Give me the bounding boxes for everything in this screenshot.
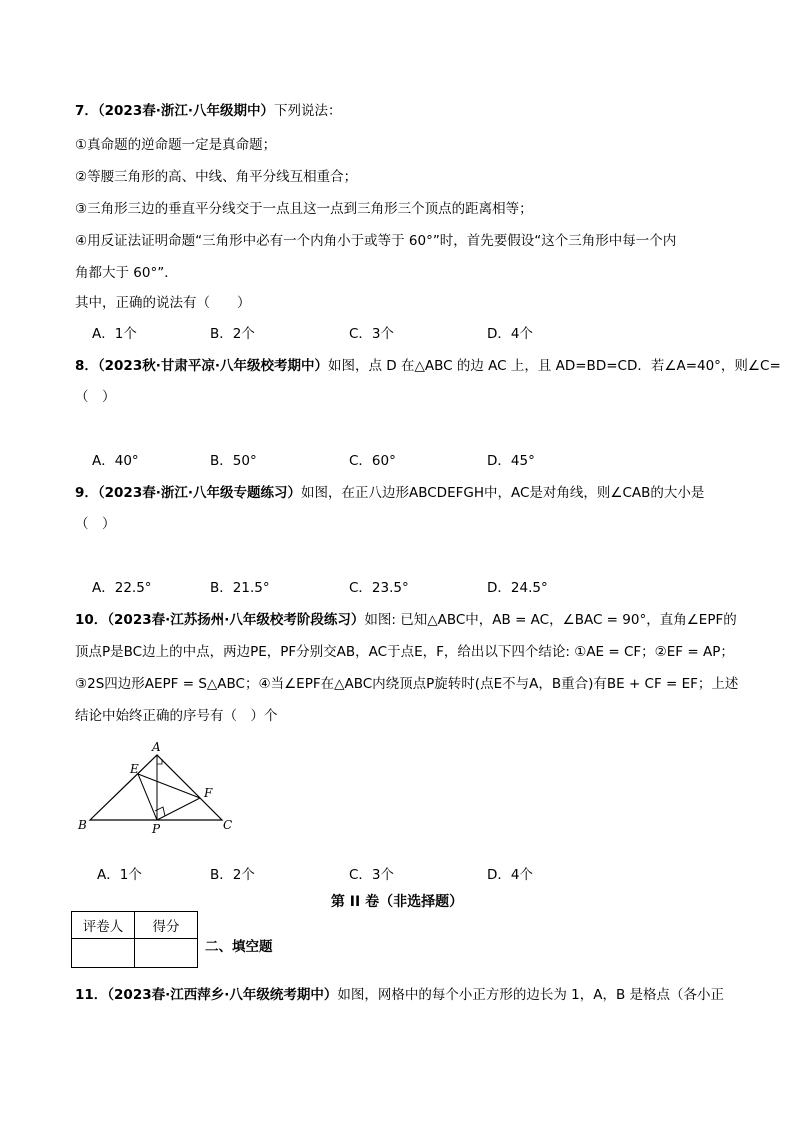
q10-option-d: D．4个 xyxy=(487,867,533,883)
label-p: P xyxy=(152,822,161,836)
label-f: F xyxy=(204,786,213,800)
q10-line-2: 顶点P是BC边上的中点，两边PE，PF分别交AB，AC于点E，F，给出以下四个结论: ①AE = CF；②EF = AP； xyxy=(75,644,734,660)
q9-option-d: D．24.5° xyxy=(487,580,548,596)
score-cell[interactable] xyxy=(135,939,198,968)
q9-stem-text: 如图，在正八边形ABCDEFGH中，AC是对角线，则∠CAB的大小是 xyxy=(300,485,705,501)
q8-paren: （ ） xyxy=(75,389,116,405)
q7-option-d: D．4个 xyxy=(487,326,533,342)
q7-statement-1: ①真命题的逆命题一定是真命题； xyxy=(75,137,277,153)
score-header: 得分 xyxy=(135,912,198,939)
q7-question: 其中，正确的说法有（ ） xyxy=(75,295,251,311)
q9-option-a: A．22.5° xyxy=(92,580,152,596)
q9-paren: （ ） xyxy=(75,516,116,532)
q7-statement-4b: 角都大于 60°”． xyxy=(75,265,178,281)
q11-stem-text: 如图，网格中的每个小正方形的边长为 1，A，B 是格点（各小正 xyxy=(337,987,725,1003)
q8-option-b: B．50° xyxy=(210,453,257,469)
q10-source: 10．（2023春·江苏扬州·八年级校考阶段练习） xyxy=(75,612,365,628)
q8-option-c: C．60° xyxy=(349,453,396,469)
q9-source: 9．（2023春·浙江·八年级专题练习） xyxy=(75,485,301,501)
label-e: E xyxy=(130,762,139,776)
q8-option-d: D．45° xyxy=(487,453,535,469)
q9-option-c: C．23.5° xyxy=(349,580,409,596)
reviewer-cell[interactable] xyxy=(72,939,135,968)
q10-stem xyxy=(75,611,737,629)
q7-option-a: A．1个 xyxy=(92,326,137,342)
q10-stem-text: 如图: 已知△ABC中，AB = AC，∠BAC = 90°，直角∠EPF的 xyxy=(364,612,737,628)
label-a: A xyxy=(152,740,161,754)
label-c: C xyxy=(223,818,233,832)
q11-source: 11．（2023春·江西萍乡·八年级统考期中） xyxy=(75,987,338,1003)
q10-line-4: 结论中始终正确的序号有（ ）个 xyxy=(75,708,278,724)
part2-title: 二、填空题 xyxy=(205,939,273,955)
q7-statement-3: ③三角形三边的垂直平分线交于一点且这一点到三角形三个顶点的距离相等； xyxy=(75,201,533,217)
q7-stem-text: 下列说法： xyxy=(273,103,342,119)
q7-statement-4a: ④用反证法证明命题“三角形中必有一个内角小于或等于 60°”时，首先要假设“这个三角形中每一个内 xyxy=(75,233,677,249)
segment-pe xyxy=(138,774,157,820)
section-title: 第 II 卷（非选择题） xyxy=(330,894,464,910)
q10-triangle-figure xyxy=(70,740,240,840)
q8-option-a: A．40° xyxy=(92,453,139,469)
score-table xyxy=(71,911,198,968)
q8-source: 8．（2023秋·甘肃平凉·八年级校考期中） xyxy=(75,358,328,374)
q10-option-a: A．1个 xyxy=(97,867,142,883)
q9-stem xyxy=(75,484,704,502)
q7-statement-2: ②等腰三角形的高、中线、角平分线互相重合； xyxy=(75,169,358,185)
q8-stem xyxy=(75,357,781,375)
q7-source: 7．（2023春·浙江·八年级期中） xyxy=(75,103,274,119)
q11-stem xyxy=(75,986,724,1004)
q7-stem xyxy=(75,102,341,120)
segment-ef xyxy=(138,774,200,798)
q7-option-c: C．3个 xyxy=(349,326,395,342)
q10-option-b: B．2个 xyxy=(210,867,255,883)
q9-option-b: B．21.5° xyxy=(210,580,270,596)
q10-line-3: ③2S四边形AEPF = S△ABC；④当∠EPF在△ABC内绕顶点P旋转时(点E不与A，B重合)有BE + CF = EF；上述 xyxy=(75,676,739,692)
label-b: B xyxy=(78,818,87,832)
q8-stem-text: 如图，点 D 在△ABC 的边 AC 上，且 AD=BD=CD．若∠A=40°，则∠C= xyxy=(327,358,781,374)
q7-option-b: B．2个 xyxy=(210,326,255,342)
q10-option-c: C．3个 xyxy=(349,867,395,883)
reviewer-header: 评卷人 xyxy=(72,912,135,939)
